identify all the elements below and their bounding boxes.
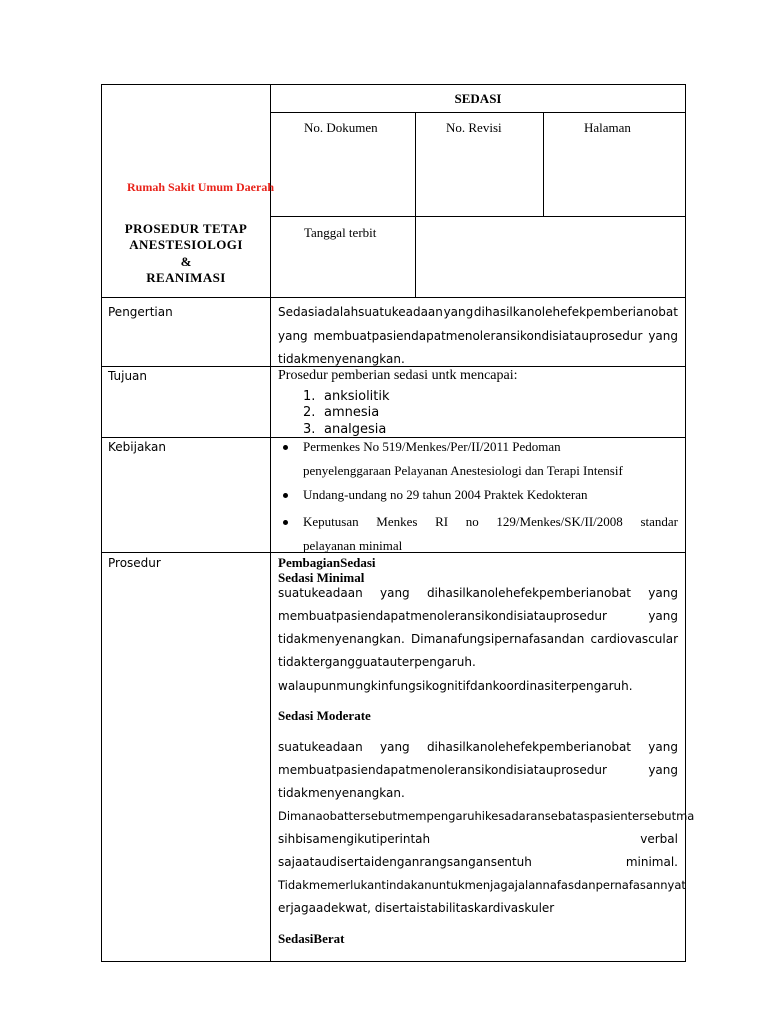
no-revisi-label: No. Revisi bbox=[446, 120, 502, 135]
heading-sedasi-moderate: Sedasi Moderate bbox=[278, 708, 371, 723]
pengertian-text-line2: yang membuatpasiendapatmenoleransikondisiatauprosedur yang bbox=[278, 329, 678, 343]
procedure-title-line4: REANIMASI bbox=[146, 270, 226, 285]
column-divider-main bbox=[270, 84, 271, 962]
hospital-name: Rumah Sakit Umum Daerah bbox=[127, 180, 275, 194]
minimal-text-line1: suatukeadaan yang dihasilkanolehefekpemberianobat yang bbox=[278, 586, 678, 600]
kebijakan-item-1-line2: penyelenggaraan Pelayanan Anestesiologi dan Terapi Intensif bbox=[303, 463, 623, 478]
moderate-text-line6: sajaataudisertaidenganrangsangansentuh minimal. bbox=[278, 855, 678, 869]
table-border-bottom bbox=[101, 961, 686, 962]
minimal-text-line4: tidakterganggu​atauterpengaruh. bbox=[278, 655, 476, 669]
column-divider-halaman bbox=[543, 112, 544, 217]
moderate-text-line1: suatukeadaan yang dihasilkanolehefekpemberianobat yang bbox=[278, 740, 678, 754]
procedure-title-line1: PROSEDUR TETAP bbox=[124, 221, 248, 236]
pengertian-label: Pengertian bbox=[108, 305, 173, 319]
heading-pembagian-sedasi: PembagianSedasi bbox=[278, 555, 376, 570]
document-title: SEDASI bbox=[454, 91, 502, 106]
no-dokumen-label: No. Dokumen bbox=[304, 120, 378, 135]
row-divider-pengertian bbox=[101, 366, 686, 367]
row-divider-dokumen bbox=[270, 216, 686, 217]
tujuan-item-1: anksiolitik bbox=[324, 389, 390, 404]
row-divider-header bbox=[101, 297, 686, 298]
minimal-text-line3: tidakmenyenangkan. Dimanafungsipernafasandan cardiovascular bbox=[278, 632, 678, 646]
moderate-text-line7: Tidakmemerlukantindakanuntukmenjagajalannafasdanpernafasannyat bbox=[278, 878, 686, 892]
bullet-icon bbox=[283, 493, 288, 498]
heading-sedasi-berat: SedasiBerat bbox=[278, 931, 345, 946]
table-border-right bbox=[685, 84, 686, 962]
moderate-text-line8: erjagaadekwat, disertaistabilitaskardivaskuler bbox=[278, 901, 555, 915]
kebijakan-item-3-line1: Keputusan Menkes RI no 129/Menkes/SK/II/2008 standar bbox=[303, 514, 678, 529]
bullet-icon bbox=[283, 520, 288, 525]
prosedur-label: Prosedur bbox=[108, 556, 161, 570]
heading-sedasi-minimal: Sedasi Minimal bbox=[278, 570, 365, 585]
kebijakan-item-1-line1: Permenkes No 519/Menkes/Per/II/2011 Pedoman bbox=[303, 439, 561, 454]
tujuan-item-2: amnesia bbox=[324, 405, 380, 420]
tujuan-intro: Prosedur pemberian sedasi untk mencapai: bbox=[278, 368, 518, 383]
table-border-left bbox=[101, 84, 102, 962]
procedure-title-line2: ANESTESIOLOGI bbox=[129, 237, 243, 252]
kebijakan-item-2: Undang-undang no 29 tahun 2004 Praktek Kedokteran bbox=[303, 487, 588, 502]
moderate-text-line3: tidakmenyenangkan. bbox=[278, 786, 405, 800]
moderate-text-line2: membuatpasiendapatmenoleransikondisiatauprosedur yang bbox=[278, 763, 678, 777]
moderate-text-line4: Dimanaobattersebutmempengaruhikesadaransebataspasientersebutma bbox=[278, 809, 695, 823]
row-divider-tujuan bbox=[101, 437, 686, 438]
moderate-text-line5: sihbisamengikutiperintah verbal bbox=[278, 832, 678, 846]
table-border-top bbox=[101, 84, 686, 85]
pengertian-text-line3: tidakmenyenangkan. bbox=[278, 352, 405, 366]
pengertian-text-line1: Sedasiadalahsuatukeadaan yang dihasilkanolehefekpemberianobat bbox=[278, 305, 678, 319]
minimal-text-line2: membuatpasiendapatmenoleransikondisiatauprosedur yang bbox=[278, 609, 678, 623]
kebijakan-label: Kebijakan bbox=[108, 440, 166, 454]
bullet-icon bbox=[283, 445, 288, 450]
tujuan-label: Tujuan bbox=[108, 369, 148, 383]
tujuan-number-1: 1. bbox=[303, 389, 316, 404]
minimal-text-line5: walaupunmungkinfungsikognitifdankoordinasiterpengaruh. bbox=[278, 679, 633, 693]
kebijakan-item-3-line2: pelayanan minimal bbox=[303, 538, 403, 553]
tujuan-number-3: 3. bbox=[303, 422, 316, 437]
column-divider-revisi bbox=[415, 112, 416, 298]
tujuan-item-3: analgesia bbox=[324, 422, 387, 437]
tanggal-terbit-label: Tanggal terbit bbox=[304, 225, 377, 240]
procedure-title-line3: & bbox=[180, 254, 192, 269]
halaman-label: Halaman bbox=[584, 120, 631, 135]
row-divider-sedasi bbox=[270, 112, 686, 113]
tujuan-number-2: 2. bbox=[303, 405, 316, 420]
